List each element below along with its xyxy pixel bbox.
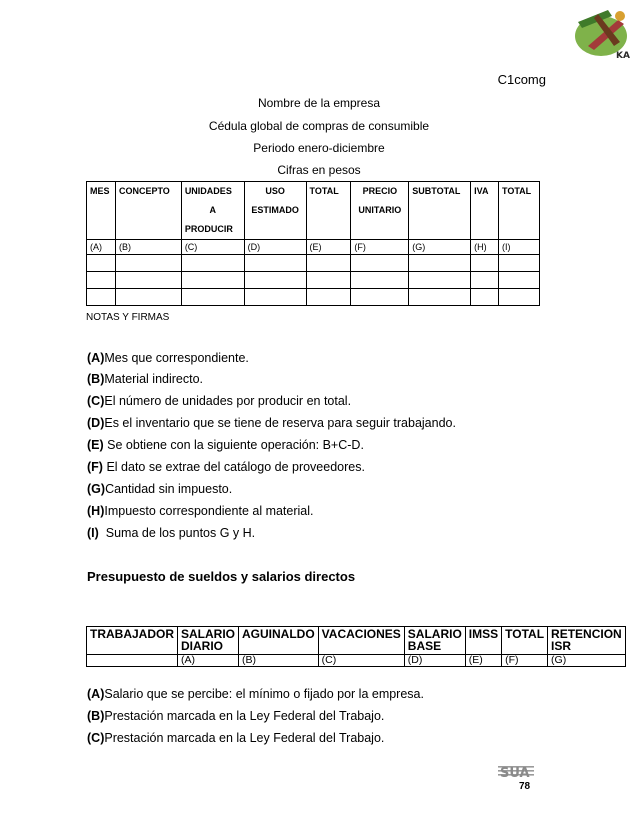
label-cell: (B) (115, 240, 181, 255)
label-cell: (F) (351, 240, 409, 255)
label-cell: (H) (471, 240, 499, 255)
definition-item: (G)Cantidad sin impuesto. (87, 482, 233, 496)
table-row (87, 255, 540, 272)
document-code: C1comg (497, 72, 546, 87)
label-cell: (C) (318, 655, 404, 667)
header-cell-aguinaldo: AGUINALDO (239, 627, 319, 655)
definition-item: (C)El número de unidades por producir en total. (87, 394, 352, 408)
company-name-line: Nombre de la empresa (257, 96, 381, 110)
currency-line: Cifras en pesos (277, 163, 361, 177)
schedule-title-line: Cédula global de compras de consumible (208, 119, 430, 133)
label-cell: (A) (178, 655, 239, 667)
definition-item: (A)Mes que correspondiente. (87, 351, 249, 365)
header-cell-unidades: UNIDADES A PRODUCIR (181, 182, 244, 240)
definition-item: (F) El dato se extrae del catálogo de proveedores. (87, 460, 365, 474)
definition-item: (E) Se obtiene con la siguiente operación: B+C-D. (87, 438, 364, 452)
label-cell: (D) (244, 240, 306, 255)
label-cell: (E) (465, 655, 501, 667)
definition-item: (B)Material indirecto. (87, 372, 204, 386)
header-cell-salario-base: SALARIO BASE (404, 627, 465, 655)
definition-item: (H)Impuesto correspondiente al material. (87, 504, 314, 518)
label-cell: (G) (409, 240, 471, 255)
label-cell: (B) (239, 655, 319, 667)
definition-item: (B)Prestación marcada en la Ley Federal del Trabajo. (87, 709, 385, 723)
header-cell-total: TOTAL (502, 627, 548, 655)
label-cell: (E) (306, 240, 351, 255)
header-cell-uso: USO ESTIMADO (244, 182, 306, 240)
consumables-purchase-table (86, 181, 540, 306)
table2-header-row (87, 627, 626, 655)
label-cell: (A) (87, 240, 116, 255)
label-cell: (D) (404, 655, 465, 667)
header-cell-salario-diario: SALARIO DIARIO (178, 627, 239, 655)
definition-item: (A)Salario que se percibe: el mínimo o fijado por la empresa. (87, 687, 424, 701)
header-cell-subtotal: SUBTOTAL (409, 182, 471, 240)
header-cell-iva: IVA (471, 182, 499, 240)
header-cell-total: TOTAL (306, 182, 351, 240)
svg-text:KA: KA (616, 51, 630, 61)
table-row (87, 272, 540, 289)
corner-logo-image (568, 2, 634, 64)
header-cell-total-final: TOTAL (499, 182, 540, 240)
label-cell: (C) (181, 240, 244, 255)
table-row (87, 289, 540, 306)
label-cell: (G) (548, 655, 626, 667)
svg-text:SUA: SUA (500, 766, 530, 780)
header-cell-retencion-isr: RETENCION ISR (548, 627, 626, 655)
sua-logo-image (498, 764, 534, 780)
section-title: Presupuesto de sueldos y salarios directos (87, 569, 356, 584)
table1-header-row (87, 182, 540, 240)
table2-label-row (87, 655, 626, 667)
header-cell-mes: MES (87, 182, 116, 240)
page-number: 78 (519, 781, 531, 792)
header-cell-trabajador: TRABAJADOR (87, 627, 178, 655)
header-cell-vacaciones: VACACIONES (318, 627, 404, 655)
label-cell: (I) (499, 240, 540, 255)
definition-item: (I) Suma de los puntos G y H. (87, 526, 256, 540)
salaries-budget-table (86, 626, 626, 667)
period-line: Periodo enero-diciembre (253, 141, 385, 155)
header-cell-concepto: CONCEPTO (115, 182, 181, 240)
definition-item: (D)Es el inventario que se tiene de reserva para seguir trabajando. (87, 416, 456, 430)
definition-item: (C)Prestación marcada en la Ley Federal del Trabajo. (87, 731, 385, 745)
header-cell-imss: IMSS (465, 627, 501, 655)
notes-and-signatures: NOTAS Y FIRMAS (86, 312, 170, 323)
header-cell-precio: PRECIO UNITARIO (351, 182, 409, 240)
label-cell: (F) (502, 655, 548, 667)
table1-label-row (87, 240, 540, 255)
label-cell (87, 655, 178, 667)
